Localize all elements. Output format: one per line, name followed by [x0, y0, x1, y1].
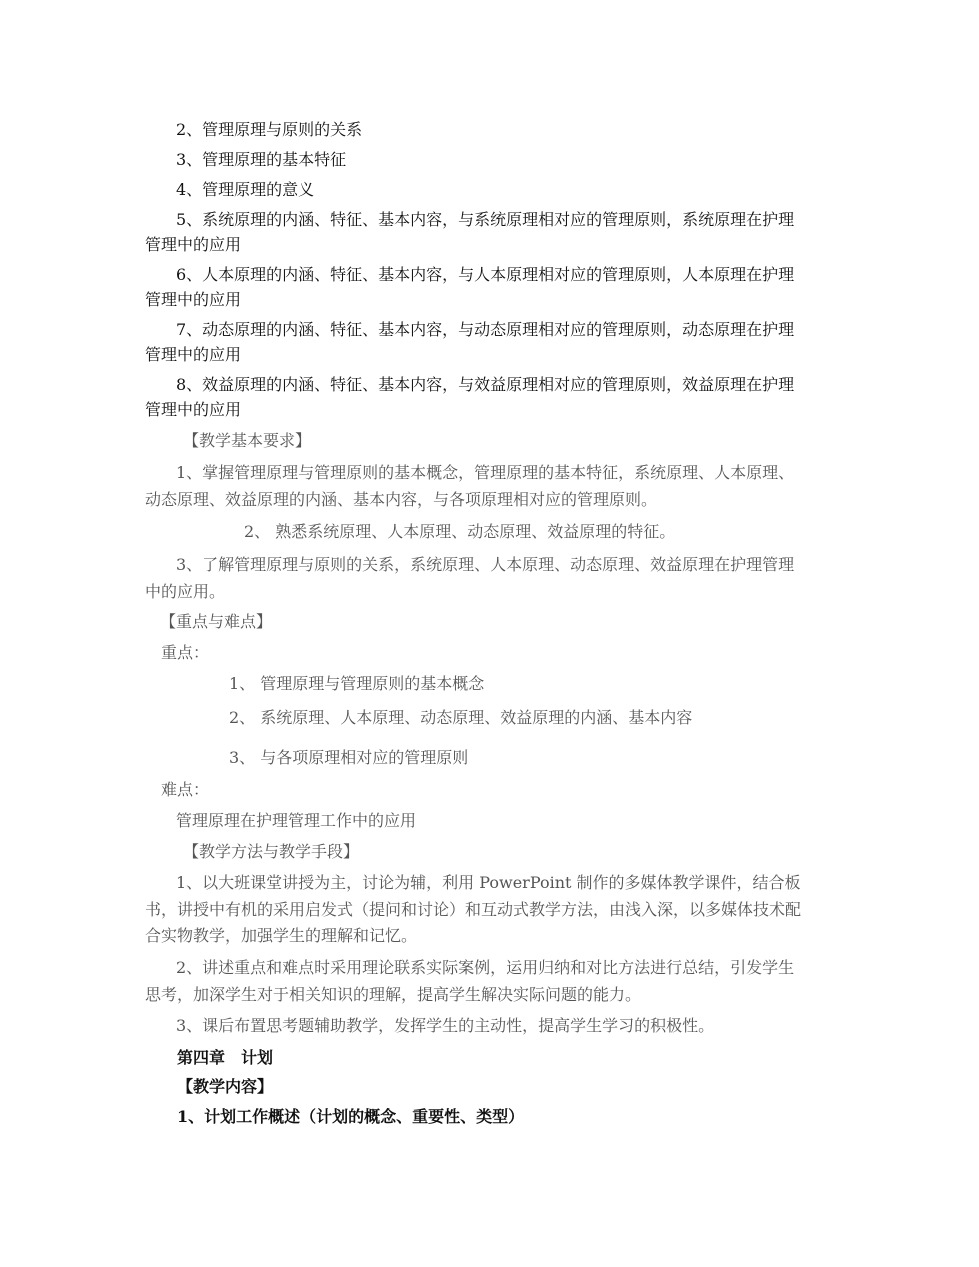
- list-item: 7、动态原理的内涵、特征、基本内容，与动态原理相对应的管理原则，动态原理在护理: [176, 320, 795, 339]
- method-item: 1、以大班课堂讲授为主，讨论为辅，利用 PowerPoint 制作的多媒体教学课件，结合板: [176, 873, 801, 892]
- requirement-item: 2、 熟悉系统原理、人本原理、动态原理、效益原理的特征。: [244, 522, 676, 541]
- method-item-continuation: 合实物教学，加强学生的理解和记忆。: [145, 926, 418, 945]
- content-item: 1、计划工作概述（计划的概念、重要性、类型）: [177, 1107, 525, 1126]
- list-item: 6、人本原理的内涵、特征、基本内容，与人本原理相对应的管理原则，人本原理在护理: [176, 265, 795, 284]
- difficulty-item: 管理原理在护理管理工作中的应用: [176, 811, 417, 830]
- section-heading-methods: 【教学方法与教学手段】: [183, 842, 360, 861]
- requirement-item-continuation: 动态原理、效益原理的内涵、基本内容，与各项原理相对应的管理原则。: [145, 490, 658, 509]
- key-point-item: 1、 管理原理与管理原则的基本概念: [229, 674, 485, 693]
- requirement-item: 3、了解管理原理与原则的关系，系统原理、人本原理、动态原理、效益原理在护理管理: [176, 555, 795, 574]
- method-item-continuation: 思考，加深学生对于相关知识的理解，提高学生解决实际问题的能力。: [145, 985, 642, 1004]
- list-item: 5、系统原理的内涵、特征、基本内容，与系统原理相对应的管理原则，系统原理在护理: [176, 210, 795, 229]
- list-item-continuation: 管理中的应用: [145, 400, 242, 419]
- list-item-continuation: 管理中的应用: [145, 345, 242, 364]
- method-item: 2、讲述重点和难点时采用理论联系实际案例，运用归纳和对比方法进行总结，引发学生: [176, 958, 795, 977]
- section-heading-requirements: 【教学基本要求】: [183, 431, 312, 450]
- section-heading-content: 【教学内容】: [177, 1077, 274, 1096]
- requirement-item-continuation: 中的应用。: [145, 582, 226, 601]
- requirement-item: 1、掌握管理原理与管理原则的基本概念，管理原理的基本特征，系统原理、人本原理、: [176, 463, 795, 482]
- list-item: 4、管理原理的意义: [176, 180, 315, 199]
- list-item: 3、管理原理的基本特征: [176, 150, 347, 169]
- key-point-item: 3、 与各项原理相对应的管理原则: [229, 748, 469, 767]
- chapter-title: 第四章 计划: [177, 1048, 274, 1067]
- list-item-continuation: 管理中的应用: [145, 290, 242, 309]
- key-point-item: 2、 系统原理、人本原理、动态原理、效益原理的内涵、基本内容: [229, 708, 693, 727]
- list-item: 8、效益原理的内涵、特征、基本内容，与效益原理相对应的管理原则，效益原理在护理: [176, 375, 795, 394]
- list-item-continuation: 管理中的应用: [145, 235, 242, 254]
- section-heading-key-points: 【重点与难点】: [160, 612, 273, 631]
- method-item-continuation: 书，讲授中有机的采用启发式（提问和讨论）和互动式教学方法，由浅入深，以多媒体技术配: [145, 900, 802, 919]
- key-points-label: 重点：: [161, 643, 210, 662]
- method-item: 3、课后布置思考题辅助教学，发挥学生的主动性，提高学生学习的积极性。: [176, 1016, 715, 1035]
- list-item: 2、管理原理与原则的关系: [176, 120, 363, 139]
- difficulties-label: 难点：: [161, 780, 210, 799]
